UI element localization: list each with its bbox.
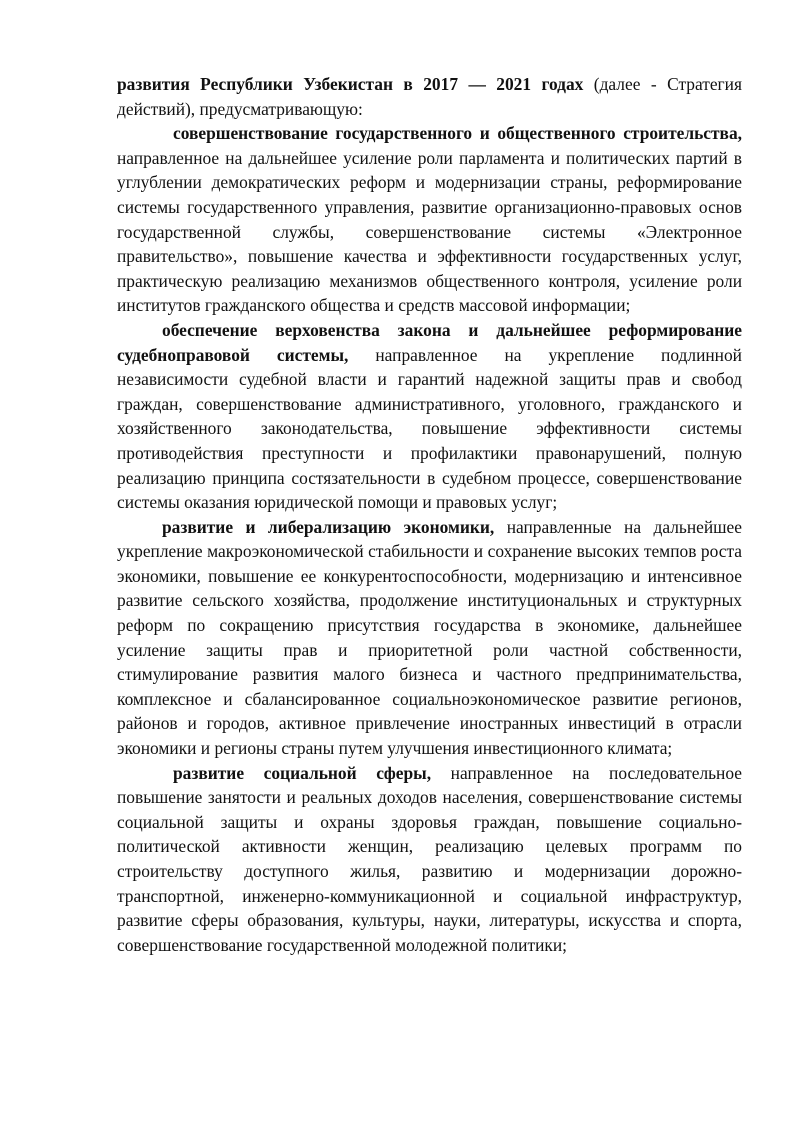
section-body-3: направленные на дальнейшее укрепление макроэкономической стабильности и сохранение высоких темпов роста экономики, повышение ее конкурентоспособности, модернизацию и интенсивное развитие сельского хозяйства, продолжение институциональных и структурных реформ по сокращению присутствия государства в экономике, дальнейшее усиление защиты прав и приоритетной роли частной собственности, стимулирование развития малого бизнеса и частного предпринимательства, комплексное и сбалансированное социальноэкономическое развитие регионов, районов и городов, активное привлечение иностранных инвестиций в отрасли экономики и регионы страны путем улучшения инвестиционного климата; <box>117 516 742 759</box>
intro-paragraph <box>117 72 742 121</box>
intro-normal-text: (далее - Стратегия действий), предусматривающую: <box>117 74 742 119</box>
section-paragraph-1 <box>117 121 742 318</box>
section-body-2: направленное на укрепление подлинной независимости судебной власти и гарантий надежной защиты прав и свобод граждан, совершенствование административного, уголовного, гражданского и хозяйственного законодательства, повышение эффективности системы противодействия преступности и профилактики правонарушений, полную реализацию принципа состязательности в судебном процессе, совершенствование системы оказания юридической помощи и правовых услуг; <box>117 344 742 513</box>
section-punct-3: , <box>489 516 495 537</box>
section-paragraph-2 <box>117 318 742 515</box>
section-heading-1: совершенствование государственного и общественного строительства <box>173 123 738 144</box>
section-paragraph-4 <box>117 761 742 958</box>
section-punct-2: , <box>344 344 349 365</box>
section-punct-4: , <box>426 762 432 783</box>
section-heading-3: развитие и либерализацию экономики <box>162 516 490 537</box>
section-body-1: направленное на дальнейшее усиление роли парламента и политических партий в углублении демократических реформ и модернизации страны, реформирование системы государственного управления, развитие организационно-правовых основ государственной службы, совершенствование системы «Электронное правительство», повышение качества и эффективности государственных услуг, практическую реализацию механизмов общественного контроля, усиление роли институтов гражданского общества и средств массовой информации; <box>117 147 742 316</box>
intro-bold-text: развития Республики Узбекистан в 2017 — 2021 годах <box>117 74 584 94</box>
section-paragraph-3 <box>117 515 742 761</box>
section-body-4: направленное на последовательное повышение занятости и реальных доходов населения, совершенствование системы социальной защиты и охраны здоровья граждан, повышение социально-политической активности женщин, реализацию целевых программ по строительству доступного жилья, развитию и модернизации дорожно-транспортной, инженерно-коммуникационной и социальной инфраструктур, развитие сферы образования, культуры, науки, литературы, искусства и спорта, совершенствование государственной молодежной политики; <box>117 762 742 955</box>
section-punct-1: , <box>737 123 742 144</box>
document-page <box>117 72 742 957</box>
section-heading-4: развитие социальной сферы <box>173 762 427 783</box>
section-heading-2: обеспечение верховенства закона и дальнейшее реформирование судебноправовой системы <box>117 319 742 365</box>
